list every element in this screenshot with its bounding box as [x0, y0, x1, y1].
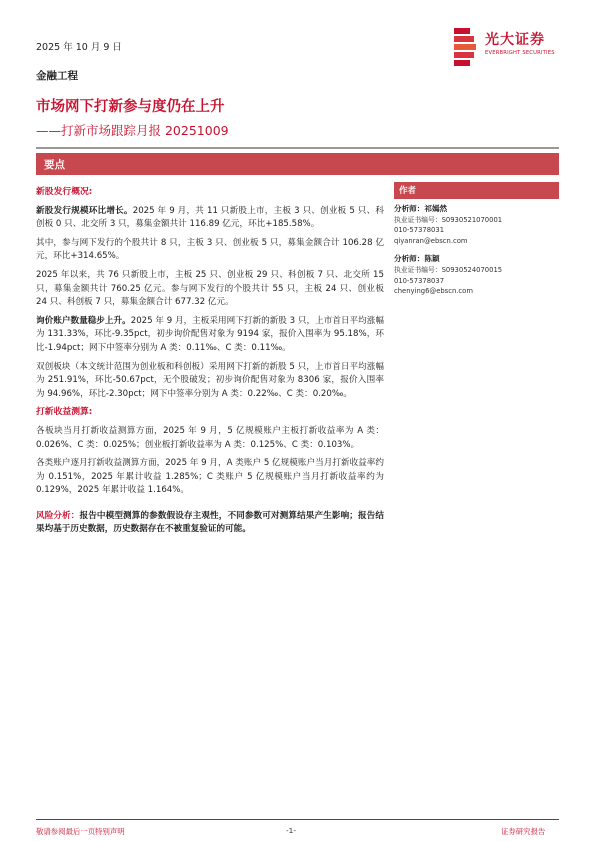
- analyst-cert: 执业证书编号：S0930521070001: [394, 216, 503, 224]
- footer-divider: [36, 819, 559, 820]
- risk-label: 风险分析：: [36, 510, 80, 521]
- report-subtitle: ——打新市场跟踪月报 20251009: [36, 123, 229, 138]
- analyst-email[interactable]: qiyanran@ebscn.com: [394, 236, 468, 245]
- brand-logo: [452, 26, 562, 68]
- key-points-bar: [36, 153, 559, 175]
- title-divider: [36, 147, 559, 149]
- analyst-card: [394, 253, 559, 296]
- heading-new-issues: 新股发行概况:: [36, 187, 93, 197]
- paragraph-body: 2025 年 9 月，主板采用网下打新的新股 3 只，上市首日平均涨幅为 131.33%，环比-9.35pct，初步询价配售对象为 9194 家，报价入围率为 95.18%，环比-1.94pct；网下中签率分别为 A 类：0.11‰、C 类：0.11‰。: [36, 315, 384, 353]
- page-number: -1-: [286, 826, 297, 835]
- analyst-phone: 010-57378037: [394, 276, 445, 285]
- paragraph-lead: 询价账户数量稳步上升。: [36, 315, 131, 326]
- key-points-label: 要点: [44, 159, 65, 171]
- paragraph: 2025 年以来，共 76 只新股上市，主板 25 只、创业板 29 只、科创板 7 只、北交所 15 只，募集金额共计 760.25 亿元。参与网下发行的个股共计 55 只，主板 24 只、创业板 24 只、科创板 7 只，募集金额合计 677.32 亿元。: [36, 269, 384, 308]
- analyst-name: 分析师：陈颖: [394, 254, 440, 264]
- paragraph: 其中，参与网下发行的个股共计 8 只，主板 3 只、创业板 5 只，募集金额合计 106.28 亿元，环比+314.65%。: [36, 237, 384, 262]
- brand-subtitle: EVERBRIGHT SECURITIES: [485, 50, 555, 56]
- risk-text: 报告中模型测算的参数假设存主观性，不同参数可对测算结果产生影响；报告结果均基于历史数据，历史数据存在不被重复验证的可能。: [36, 510, 384, 535]
- analyst-cert: 执业证书编号：S0930524070015: [394, 266, 503, 275]
- report-title: 市场网下打新参与度仍在上升: [36, 99, 225, 115]
- analyst-email[interactable]: chenying6@ebscn.com: [394, 287, 473, 296]
- heading-returns: 打新收益测算:: [36, 407, 93, 418]
- analyst-name: 分析师：祁嫣然: [394, 204, 448, 213]
- paragraph: [36, 205, 384, 232]
- analyst-phone: 010-57378031: [394, 226, 445, 235]
- paragraph-body: 2025 年 9 月，共 11 只新股上市，主板 3 只、创业板 5 只、科创板 0 只、北交所 3 只，募集金额共计 116.89 亿元，环比+185.58%。: [36, 205, 384, 230]
- everbright-logo-icon: [452, 28, 478, 66]
- author-title: 作者: [399, 186, 417, 196]
- paragraph: 双创板块（本文统计范围为创业板和科创板）采用网下打新的新股 5 只，上市首日平均涨幅为 251.91%，环比-50.67pct，无个股破发；初步询价配售对象为 8306 家，报价入围率为 94.96%，环比-2.30pct；网下中签率分别为 A 类：0.22‰、C 类：0.20‰。: [36, 361, 384, 399]
- paragraph-lead: 新股发行规模环比增长。: [36, 205, 133, 216]
- risk-analysis: [36, 510, 384, 537]
- author-header: [394, 182, 559, 199]
- analyst-card: [394, 203, 559, 246]
- report-category: 金融工程: [36, 70, 78, 82]
- paragraph: 各类账户逐月打新收益测算方面，2025 年 9 月，A 类账户 5 亿规模账户当月打新收益率约为 0.151%，2025 年累计收益 1.285%；C 类账户 5 亿规模账户当月打新收益率约为 0.129%，2025 年累计收益 1.164%。: [36, 458, 384, 496]
- author-sidebar: [394, 182, 559, 296]
- main-content: [36, 186, 384, 542]
- paragraph: 各板块当月打新收益测算方面，2025 年 9 月，5 亿规模账户主板打新收益率为 A 类：0.026%、C 类：0.025%；创业板打新收益率为 A 类：0.125%、C 类：0.103%。: [36, 425, 384, 450]
- brand-name: 光大证券: [485, 32, 545, 48]
- report-date: 2025 年 10 月 9 日: [36, 42, 122, 53]
- footer-disclaimer-link[interactable]: 敬请参阅最后一页特别声明: [36, 827, 125, 836]
- paragraph: [36, 315, 384, 356]
- footer-report-type: 证券研究报告: [501, 827, 546, 836]
